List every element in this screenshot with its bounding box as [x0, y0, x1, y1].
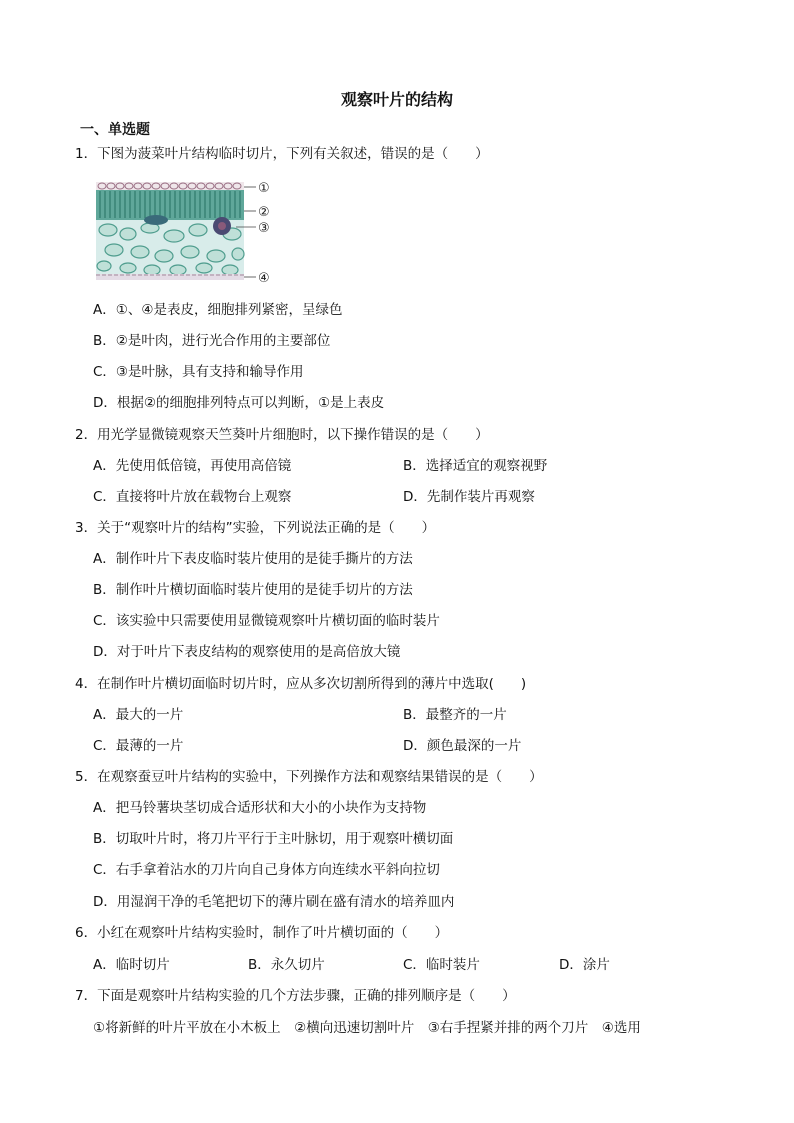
question-1-option-d: D．根据②的细胞排列特点可以判断，①是上表皮 [93, 395, 385, 411]
question-3-option-a: A．制作叶片下表皮临时装片使用的是徒手撕片的方法 [93, 551, 413, 567]
question-1-option-a: A．①、④是表皮，细胞排列紧密，呈绿色 [93, 302, 343, 318]
question-2-stem: 2．用光学显微镜观察天竺葵叶片细胞时，以下操作错误的是（ ） [75, 427, 489, 443]
vein-bundle-left [144, 215, 168, 225]
question-6-option-d: D．涂片 [559, 957, 610, 973]
question-4-stem: 4．在制作叶片横切面临时切片时，应从多次切割所得到的薄片中选取( ) [75, 676, 527, 692]
question-6-option-c: C．临时装片 [403, 957, 480, 973]
question-4-option-b: B．最整齐的一片 [403, 707, 507, 723]
question-3-option-c: C．该实验中只需要使用显微镜观察叶片横切面的临时装片 [93, 613, 440, 629]
question-3-stem: 3．关于“观察叶片的结构”实验，下列说法正确的是（ ） [75, 520, 436, 536]
leaf-cross-section-figure [94, 178, 279, 288]
figure-label-4: ④ [258, 271, 270, 286]
figure-label-1: ① [258, 181, 270, 196]
question-6-stem: 6．小红在观察叶片结构实验时，制作了叶片横切面的（ ） [75, 925, 449, 941]
question-7-steps: ①将新鲜的叶片平放在小木板上 ②横向迅速切割叶片 ③右手捏紧并排的两个刀片 ④选用 [93, 1020, 641, 1036]
question-4-option-c: C．最薄的一片 [93, 738, 184, 754]
figure-label-3: ③ [258, 221, 270, 236]
question-1-option-c: C．③是叶脉，具有支持和输导作用 [93, 364, 304, 380]
question-5-option-c: C．右手拿着沾水的刀片向自己身体方向连续水平斜向拉切 [93, 862, 440, 878]
question-5-option-b: B．切取叶片时，将刀片平行于主叶脉切，用于观察叶横切面 [93, 831, 454, 847]
question-3-option-b: B．制作叶片横切面临时装片使用的是徒手切片的方法 [93, 582, 413, 598]
question-2-option-b: B．选择适宜的观察视野 [403, 458, 548, 474]
section-heading: 一、单选题 [80, 122, 150, 138]
page-title: 观察叶片的结构 [340, 90, 453, 109]
question-4-option-d: D．颜色最深的一片 [403, 738, 522, 754]
question-2-option-c: C．直接将叶片放在载物台上观察 [93, 489, 292, 505]
question-7-stem: 7．下面是观察叶片结构实验的几个方法步骤，正确的排列顺序是（ ） [75, 988, 516, 1004]
question-1-option-b: B．②是叶肉，进行光合作用的主要部位 [93, 333, 331, 349]
question-2-option-a: A．先使用低倍镜，再使用高倍镜 [93, 458, 292, 474]
question-1-stem: 1．下图为菠菜叶片结构临时切片，下列有关叙述，错误的是（ ） [75, 146, 489, 162]
question-5-option-d: D．用湿润干净的毛笔把切下的薄片刷在盛有清水的培养皿内 [93, 894, 455, 910]
figure-label-2: ② [258, 205, 270, 220]
question-5-stem: 5．在观察蚕豆叶片结构的实验中，下列操作方法和观察结果错误的是（ ） [75, 769, 543, 785]
question-6-option-a: A．临时切片 [93, 957, 170, 973]
question-6-option-b: B．永久切片 [248, 957, 325, 973]
question-3-option-d: D．对于叶片下表皮结构的观察使用的是高倍放大镜 [93, 644, 401, 660]
question-5-option-a: A．把马铃薯块茎切成合适形状和大小的小块作为支持物 [93, 800, 427, 816]
question-4-option-a: A．最大的一片 [93, 707, 184, 723]
question-2-option-d: D．先制作装片再观察 [403, 489, 535, 505]
